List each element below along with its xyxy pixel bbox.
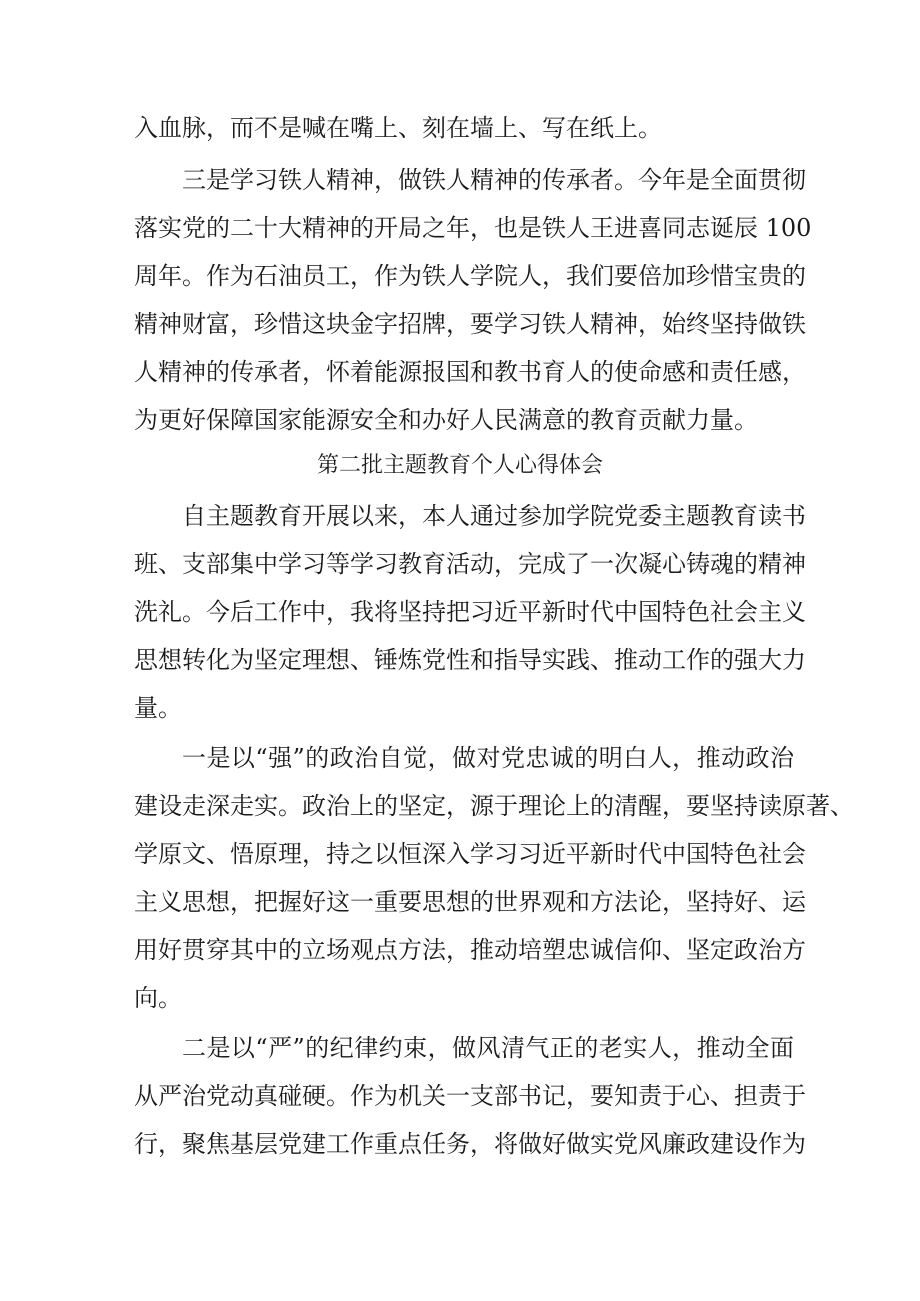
paragraph-line: 周年。作为石油员工，作为铁人学院人，我们要倍加珍惜宝贵的 — [134, 262, 806, 290]
paragraph-line: 一是以“强”的政治自觉，做对党忠诚的明白人，推动政治 — [182, 744, 794, 772]
paragraph-line: 用好贯穿其中的立场观点方法，推动培塑忠诚信仰、坚定政治方 — [134, 936, 806, 964]
paragraph-line: 自主题教育开展以来，本人通过参加学院党委主题教育读书 — [182, 502, 806, 530]
paragraph-line: 二是以“严”的纪律约束，做风清气正的老实人，推动全面 — [182, 1034, 794, 1062]
paragraph-line: 建设走深走实。政治上的坚定，源于理论上的清醒，要坚持读原著、 — [134, 792, 854, 820]
paragraph-line: 学原文、悟原理，持之以恒深入学习习近平新时代中国特色社会 — [134, 840, 806, 868]
paragraph-line: 洗礼。今后工作中，我将坚持把习近平新时代中国特色社会主义 — [134, 598, 806, 626]
paragraph-line: 三是学习铁人精神，做铁人精神的传承者。今年是全面贯彻 — [182, 166, 806, 194]
paragraph-line: 班、支部集中学习等学习教育活动，完成了一次凝心铸魂的精神 — [134, 550, 806, 578]
paragraph-line: 精神财富，珍惜这块金字招牌，要学习铁人精神，始终坚持做铁 — [134, 310, 806, 338]
paragraph-line: 人精神的传承者，怀着能源报国和教书育人的使命感和责任感， — [134, 358, 806, 386]
paragraph-line: 向。 — [134, 984, 182, 1012]
paragraph-line: 主义思想，把握好这一重要思想的世界观和方法论，坚持好、运 — [134, 888, 806, 916]
paragraph-line: 落实党的二十大精神的开局之年，也是铁人王进喜同志诞辰 100 — [134, 214, 812, 242]
paragraph-line: 量。 — [134, 694, 182, 722]
paragraph-line: 为更好保障国家能源安全和办好人民满意的教育贡献力量。 — [134, 406, 758, 434]
paragraph-line: 入血脉，而不是喊在嘴上、刻在墙上、写在纸上。 — [134, 114, 662, 142]
paragraph-line: 从严治党动真碰硬。作为机关一支部书记，要知责于心、担责于 — [134, 1082, 806, 1110]
paragraph-line: 行，聚焦基层党建工作重点任务，将做好做实党风廉政建设作为 — [134, 1130, 806, 1158]
paragraph-line: 思想转化为坚定理想、锤炼党性和指导实践、推动工作的强大力 — [134, 646, 806, 674]
section-heading: 第二批主题教育个人心得体会 — [316, 453, 603, 478]
